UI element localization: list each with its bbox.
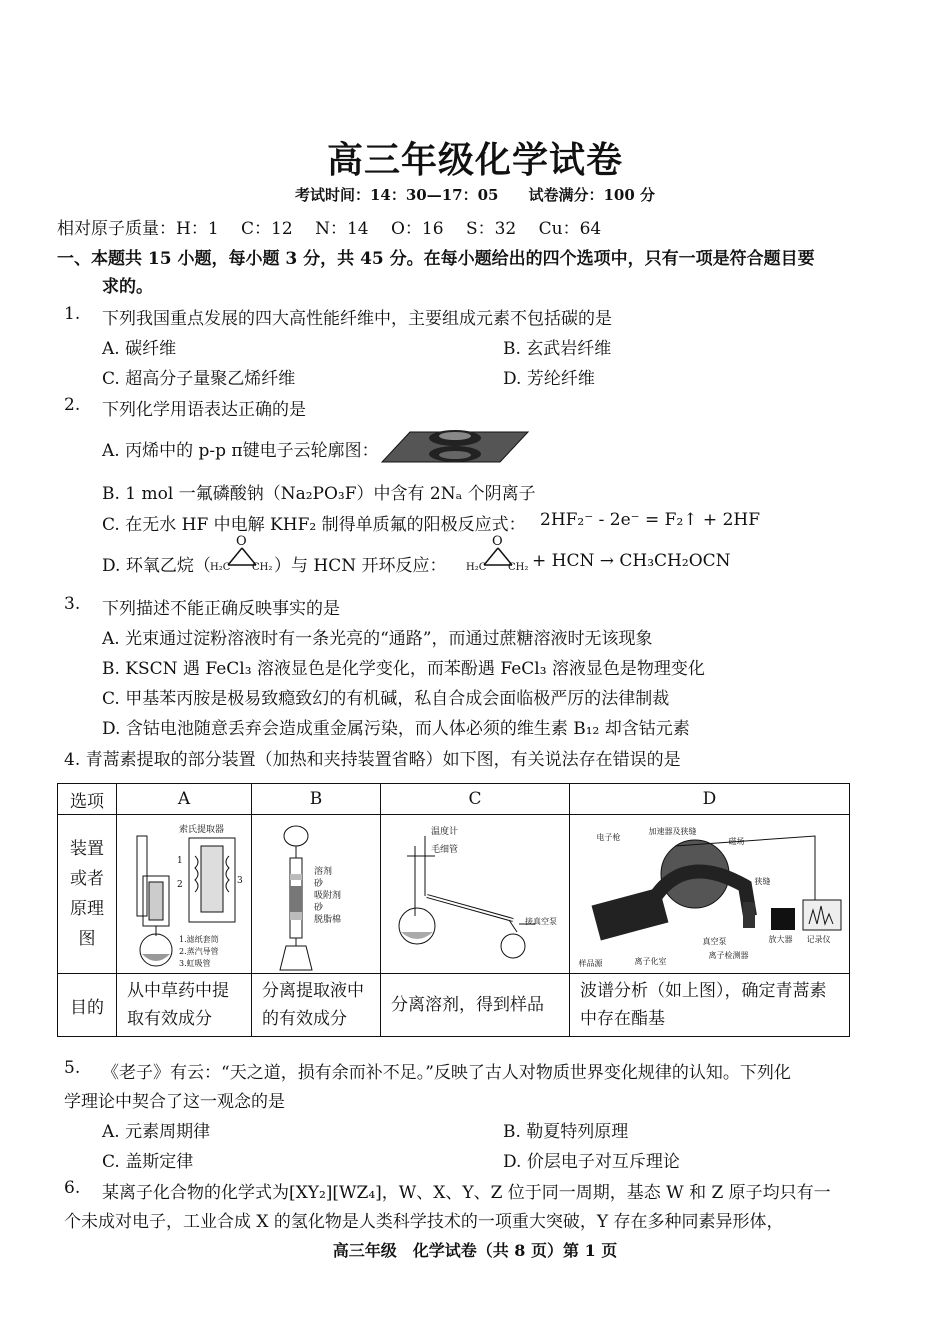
- ms-label: 电子枪: [596, 833, 621, 842]
- q1-number: 1.: [64, 304, 81, 324]
- purpose-c: 分离溶剂，得到样品: [381, 974, 570, 1037]
- q2-option-c: C. 在无水 HF 中电解 KHF₂ 制得单质氟的阳极反应式：: [102, 515, 526, 535]
- header-c: C: [381, 784, 570, 815]
- q2-option-b: B. 1 mol 一氟磷酸钠（Na₂PO₃F）中含有 2Nₐ 个阴离子: [102, 484, 536, 504]
- ring-right-label: CH₂: [508, 562, 529, 573]
- figure-row-label: [58, 815, 117, 974]
- q5-option-a: A. 元素周期律: [102, 1122, 211, 1142]
- q1-stem: 下列我国重点发展的四大高性能纤维中，主要组成元素不包括碳的是: [102, 309, 612, 329]
- label-line: 原理: [70, 899, 104, 919]
- soxhlet-extractor-figure: [117, 815, 252, 974]
- q5-stem: 《老子》有云：“天之道，损有余而补不足。”反映了古人对物质世界变化规律的认知。下列化: [102, 1063, 791, 1083]
- exam-info: 考试时间：14：30—17：05 试卷满分：100 分: [294, 186, 656, 204]
- q2-option-d: D. 环氧乙烷（: [102, 556, 211, 576]
- q1-option-d: D. 芳纶纤维: [503, 369, 595, 389]
- ms-label: 磁场: [728, 837, 745, 846]
- ms-label: 离子化室: [634, 957, 667, 966]
- q4-header-row: [58, 784, 850, 815]
- page-footer: 高三年级 化学试卷（共 8 页）第 1 页: [332, 1241, 618, 1260]
- q5-number: 5.: [64, 1058, 81, 1078]
- q4-figure-row: [58, 815, 850, 974]
- label-line: 装置: [70, 839, 104, 859]
- q2-option-c-equation: 2HF₂⁻ - 2e⁻ = F₂↑ + 2HF: [540, 510, 761, 530]
- header-b: B: [252, 784, 381, 815]
- ring-oxygen-label: O: [492, 534, 503, 549]
- column-label: 脱脂棉: [314, 915, 342, 925]
- mass-spectrometer-figure: [570, 815, 850, 974]
- purpose-b: 分离提取液中的有效成分: [252, 974, 381, 1037]
- ms-label: 狭缝: [754, 877, 771, 886]
- ms-label: 离子检测器: [708, 951, 749, 960]
- column-label: 溶剂: [314, 867, 333, 877]
- q2-option-d-equation: + HCN → CH₃CH₂OCN: [532, 551, 731, 571]
- pi-bond-cloud-figure: [380, 426, 530, 466]
- q2-stem: 下列化学用语表达正确的是: [102, 400, 306, 420]
- ring-left-label: H₂C: [210, 562, 231, 573]
- ms-label: 放大器: [768, 935, 793, 944]
- ms-label: 加速器及狭缝: [648, 827, 697, 836]
- epoxide-structure: [210, 534, 273, 578]
- q1-option-c: C. 超高分子量聚乙烯纤维: [102, 369, 296, 389]
- column-label: 砂: [314, 879, 324, 889]
- q6-stem: 某离子化合物的化学式为[XY₂][WZ₄]，W、X、Y、Z 位于同一周期，基态 W 和 Z 原子均只有一: [102, 1183, 831, 1203]
- header-a: A: [117, 784, 252, 815]
- soxhlet-legend: 3.虹吸管: [179, 959, 211, 968]
- q1-option-a: A. 碳纤维: [102, 339, 177, 359]
- q6-number: 6.: [64, 1178, 81, 1198]
- ms-label: 样品源: [578, 959, 603, 968]
- ms-label: 真空泵: [702, 937, 727, 946]
- ring-right-label: CH₂: [252, 562, 273, 573]
- q1-option-b: B. 玄武岩纤维: [503, 339, 612, 359]
- q3-option-b: B. KSCN 遇 FeCl₃ 溶液显色是化学变化，而苯酚遇 FeCl₃ 溶液显色是物理变化: [102, 659, 705, 679]
- q4-stem: 4. 青蒿素提取的部分装置（加热和夹持装置省略）如下图，有关说法存在错误的是: [64, 750, 681, 770]
- ring-oxygen-label: O: [236, 534, 247, 549]
- soxhlet-num: 1: [177, 856, 183, 866]
- header-option: 选项: [58, 784, 117, 815]
- q6-stem-cont: 个未成对电子，工业合成 X 的氢化物是人类科学技术的一项重大突破，Y 存在多种同素异形体，: [64, 1212, 784, 1232]
- q3-stem: 下列描述不能正确反映事实的是: [102, 599, 340, 619]
- q3-option-a: A. 光束通过淀粉溶液时有一条光亮的“通路”，而通过蔗糖溶液时无该现象: [102, 629, 653, 649]
- section-heading-cont: 求的。: [102, 277, 153, 297]
- q4-purpose-row: [58, 974, 850, 1037]
- ms-label: 记录仪: [806, 935, 831, 944]
- distillation-label: 接真空泵: [525, 917, 557, 926]
- vacuum-distillation-figure: [381, 815, 570, 974]
- ring-left-label: H₂C: [466, 562, 487, 573]
- label-line: 图: [78, 929, 96, 949]
- distillation-label: 温度计: [431, 827, 459, 837]
- atomic-masses: 相对原子质量：H：1 C：12 N：14 O：16 S：32 Cu：64: [57, 219, 602, 239]
- q2-number: 2.: [64, 395, 81, 415]
- q5-option-c: C. 盖斯定律: [102, 1152, 194, 1172]
- soxhlet-legend: 1.滤纸套筒: [179, 935, 219, 944]
- header-d: D: [570, 784, 850, 815]
- q2-option-d-mid: ）与 HCN 开环反应：: [274, 556, 447, 576]
- column-label: 砂: [314, 903, 324, 913]
- q5-stem-cont: 学理论中契合了这一观念的是: [64, 1092, 285, 1112]
- soxhlet-legend: 2.蒸汽导管: [179, 947, 219, 956]
- q2-option-a: A. 丙烯中的 p-p π键电子云轮廓图：: [102, 441, 379, 461]
- soxhlet-num: 2: [177, 880, 183, 890]
- section-heading: 一、本题共 15 小题，每小题 3 分，共 45 分。在每小题给出的四个选项中，只有一项是符合题目要: [57, 249, 815, 269]
- column-label: 吸附剂: [314, 891, 342, 901]
- q3-option-c: C. 甲基苯丙胺是极易致瘾致幻的有机碱，私自合成会面临极严厉的法律制裁: [102, 689, 670, 709]
- purpose-label: 目的: [58, 974, 117, 1037]
- q4-table: [57, 783, 850, 1037]
- purpose-d: 波谱分析（如上图），确定青蒿素中存在酯基: [570, 974, 850, 1037]
- distillation-label: 毛细管: [431, 845, 459, 855]
- soxhlet-num: 3: [237, 876, 243, 886]
- label-line: 或者: [70, 869, 104, 889]
- q3-number: 3.: [64, 594, 81, 614]
- q5-option-d: D. 价层电子对互斥理论: [503, 1152, 680, 1172]
- purpose-a: 从中草药中提取有效成分: [117, 974, 252, 1037]
- chromatography-column-figure: [252, 815, 381, 974]
- q5-option-b: B. 勒夏特列原理: [503, 1122, 629, 1142]
- soxhlet-title: 索氏提取器: [179, 825, 225, 835]
- page-title: 高三年级化学试卷: [326, 140, 623, 181]
- epoxide-structure: [466, 534, 529, 578]
- q3-option-d: D. 含钴电池随意丢弃会造成重金属污染，而人体必须的维生素 B₁₂ 却含钴元素: [102, 719, 690, 739]
